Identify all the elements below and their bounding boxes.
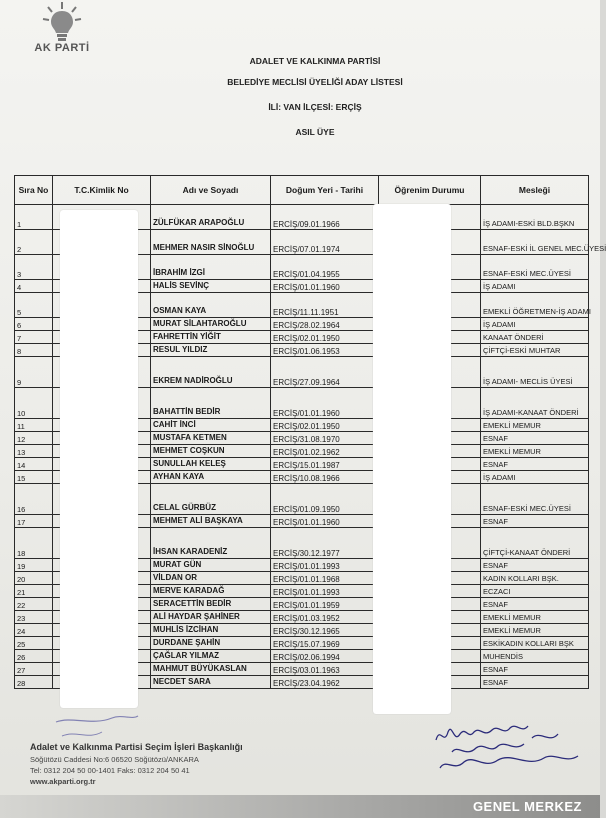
cell-name: FAHRETTİN YİĞİT	[151, 331, 271, 344]
footer-phone: Tel: 0312 204 50 00-1401 Faks: 0312 204 50 41	[30, 766, 190, 775]
cell-name: İHSAN KARADENİZ	[151, 528, 271, 559]
cell-name: NECDET SARA	[151, 676, 271, 689]
cell-name: CELAL GÜRBÜZ	[151, 484, 271, 515]
cell-job: EMEKLİ MEMUR	[481, 419, 589, 432]
list-title: BELEDİYE MECLİSİ ÜYELİĞİ ADAY LİSTESİ	[227, 77, 403, 87]
cell-no: 11	[15, 419, 53, 432]
cell-birth: ERCİŞ/23.04.1962	[271, 676, 379, 689]
cell-no: 24	[15, 624, 53, 637]
cell-job: İŞ ADAMI- MECLİS ÜYESİ	[481, 357, 589, 388]
cell-no: 3	[15, 255, 53, 280]
party-name: ADALET VE KALKINMA PARTİSİ	[249, 56, 381, 66]
cell-job: MUHENDİS	[481, 650, 589, 663]
cell-birth: ERCİŞ/02.06.1994	[271, 650, 379, 663]
cell-job: İŞ ADAMI	[481, 471, 589, 484]
party-logo	[22, 0, 102, 70]
cell-job: ECZACI	[481, 585, 589, 598]
cell-birth: ERCİŞ/15.07.1969	[271, 637, 379, 650]
cell-birth: ERCİŞ/01.09.1950	[271, 484, 379, 515]
cell-name: MURAT SİLAHTAROĞLU	[151, 318, 271, 331]
cell-birth: ERCİŞ/01.01.1960	[271, 515, 379, 528]
cell-no: 19	[15, 559, 53, 572]
cell-no: 27	[15, 663, 53, 676]
cell-no: 15	[15, 471, 53, 484]
footer-title: Adalet ve Kalkınma Partisi Seçim İşleri Başkanlığı	[30, 742, 243, 752]
cell-job: EMEKLİ MEMUR	[481, 611, 589, 624]
cell-no: 18	[15, 528, 53, 559]
cell-birth: ERCİŞ/01.01.1960	[271, 280, 379, 293]
cell-job: EMEKLİ MEMUR	[481, 624, 589, 637]
cell-birth: ERCİŞ/01.01.1968	[271, 572, 379, 585]
cell-job: ESKİKADIN KOLLARI BŞK	[481, 637, 589, 650]
category-line: ASIL ÜYE	[295, 127, 335, 137]
cell-name: BAHATTİN BEDİR	[151, 388, 271, 419]
footer-web: www.akparti.org.tr	[30, 777, 96, 786]
cell-name: SERACETTİN BEDİR	[151, 598, 271, 611]
cell-no: 5	[15, 293, 53, 318]
col-header-no: Sıra No	[15, 176, 53, 205]
cell-no: 1	[15, 205, 53, 230]
cell-name: MUHLİS İZCİHAN	[151, 624, 271, 637]
cell-birth: ERCİŞ/11.11.1951	[271, 293, 379, 318]
banner-text: GENEL MERKEZ	[472, 799, 582, 814]
cell-no: 14	[15, 458, 53, 471]
cell-name: MEHMET ALİ BAŞKAYA	[151, 515, 271, 528]
cell-no: 26	[15, 650, 53, 663]
cell-job: ESNAF	[481, 432, 589, 445]
cell-name: İBRAHİM İZGİ	[151, 255, 271, 280]
cell-birth: ERCİŞ/02.01.1950	[271, 419, 379, 432]
cell-birth: ERCİŞ/30.12.1977	[271, 528, 379, 559]
cell-job: ESNAF	[481, 676, 589, 689]
cell-job: İŞ ADAMI-ESKİ BLD.BŞKN	[481, 205, 589, 230]
cell-no: 22	[15, 598, 53, 611]
cell-job: EMEKLİ MEMUR	[481, 445, 589, 458]
redacted-id-block	[60, 210, 138, 708]
cell-name: DURDANE ŞAHİN	[151, 637, 271, 650]
cell-job: ESNAF	[481, 663, 589, 676]
cell-name: MAHMUT BÜYÜKASLAN	[151, 663, 271, 676]
cell-job: KADIN KOLLARI BŞK.	[481, 572, 589, 585]
cell-name: ALİ HAYDAR ŞAHİNER	[151, 611, 271, 624]
logo-text: AK PARTİ	[34, 42, 90, 54]
redacted-education-block	[373, 204, 451, 714]
cell-job: ESNAF-ESKİ MEC.ÜYESİ	[481, 255, 589, 280]
cell-birth: ERCİŞ/31.08.1970	[271, 432, 379, 445]
cell-no: 13	[15, 445, 53, 458]
cell-name: OSMAN KAYA	[151, 293, 271, 318]
cell-birth: ERCİŞ/01.04.1955	[271, 255, 379, 280]
cell-birth: ERCİŞ/10.08.1966	[271, 471, 379, 484]
col-header-education: Öğrenim Durumu	[379, 176, 481, 205]
cell-no: 6	[15, 318, 53, 331]
cell-birth: ERCİŞ/01.02.1962	[271, 445, 379, 458]
cell-name: RESUL YILDIZ	[151, 344, 271, 357]
cell-no: 23	[15, 611, 53, 624]
cell-job: KANAAT ÖNDERİ	[481, 331, 589, 344]
cell-no: 16	[15, 484, 53, 515]
footer-address: Söğütözü Caddesi No:6 06520 Söğütözü/ANKARA	[30, 755, 199, 764]
cell-name: HALİS SEVİNÇ	[151, 280, 271, 293]
footer-banner	[0, 795, 600, 818]
table-header-row	[15, 176, 589, 205]
cell-no: 17	[15, 515, 53, 528]
cell-job: İŞ ADAMI-KANAAT ÖNDERİ	[481, 388, 589, 419]
handwritten-signature	[432, 718, 582, 778]
location-line: İLİ: VAN İLÇESİ: ERÇİŞ	[268, 102, 362, 112]
cell-name: MURAT GÜN	[151, 559, 271, 572]
cell-name: VİLDAN OR	[151, 572, 271, 585]
cell-job: ESNAF	[481, 559, 589, 572]
cell-job: ESNAF	[481, 598, 589, 611]
cell-birth: ERCİŞ/07.01.1974	[271, 230, 379, 255]
cell-no: 9	[15, 357, 53, 388]
bulb-icon	[40, 0, 84, 42]
cell-job: ESNAF	[481, 458, 589, 471]
cell-birth: ERCİŞ/02.01.1950	[271, 331, 379, 344]
cell-no: 7	[15, 331, 53, 344]
cell-birth: ERCİŞ/27.09.1964	[271, 357, 379, 388]
cell-name: MERVE KARADAĞ	[151, 585, 271, 598]
cell-birth: ERCİŞ/03.01.1963	[271, 663, 379, 676]
col-header-job: Mesleği	[481, 176, 589, 205]
cell-name: CAHİT İNCİ	[151, 419, 271, 432]
cell-birth: ERCİŞ/01.01.1960	[271, 388, 379, 419]
cell-birth: ERCİŞ/01.01.1959	[271, 598, 379, 611]
cell-name: EKREM NADİROĞLU	[151, 357, 271, 388]
cell-birth: ERCİŞ/28.02.1964	[271, 318, 379, 331]
cell-birth: ERCİŞ/30.12.1965	[271, 624, 379, 637]
cell-no: 10	[15, 388, 53, 419]
cell-birth: ERCİŞ/01.03.1952	[271, 611, 379, 624]
col-header-birth: Doğum Yeri - Tarihi	[271, 176, 379, 205]
cell-job: İŞ ADAMI	[481, 318, 589, 331]
cell-job: ESNAF-ESKİ İL GENEL MEC.ÜYESİ	[481, 230, 589, 255]
cell-job: ESNAF	[481, 515, 589, 528]
cell-no: 4	[15, 280, 53, 293]
cell-birth: ERCİŞ/15.01.1987	[271, 458, 379, 471]
cell-no: 12	[15, 432, 53, 445]
cell-no: 8	[15, 344, 53, 357]
cell-no: 20	[15, 572, 53, 585]
cell-name: MEHMER NASIR SİNOĞLU	[151, 230, 271, 255]
cell-job: ÇİFTÇİ-KANAAT ÖNDERİ	[481, 528, 589, 559]
cell-no: 2	[15, 230, 53, 255]
cell-birth: ERCİŞ/01.06.1953	[271, 344, 379, 357]
cell-birth: ERCİŞ/01.01.1993	[271, 585, 379, 598]
cell-name: SUNULLAH KELEŞ	[151, 458, 271, 471]
cell-no: 21	[15, 585, 53, 598]
cell-job: EMEKLİ ÖĞRETMEN-İŞ ADAMI	[481, 293, 589, 318]
col-header-name: Adı ve Soyadı	[151, 176, 271, 205]
cell-job: ÇİFTÇİ-ESKİ MUHTAR	[481, 344, 589, 357]
cell-job: İŞ ADAMI	[481, 280, 589, 293]
cell-name: MEHMET COŞKUN	[151, 445, 271, 458]
cell-name: AYHAN KAYA	[151, 471, 271, 484]
cell-birth: ERCİŞ/01.01.1993	[271, 559, 379, 572]
cell-name: ÇAĞLAR YILMAZ	[151, 650, 271, 663]
cell-name: MUSTAFA KETMEN	[151, 432, 271, 445]
cell-birth: ERCİŞ/09.01.1966	[271, 205, 379, 230]
cell-name: ZÜLFÜKAR ARAPOĞLU	[151, 205, 271, 230]
cell-job: ESNAF-ESKİ MEC.ÜYESİ	[481, 484, 589, 515]
cell-no: 25	[15, 637, 53, 650]
cell-no: 28	[15, 676, 53, 689]
col-header-tc: T.C.Kimlik No	[53, 176, 151, 205]
